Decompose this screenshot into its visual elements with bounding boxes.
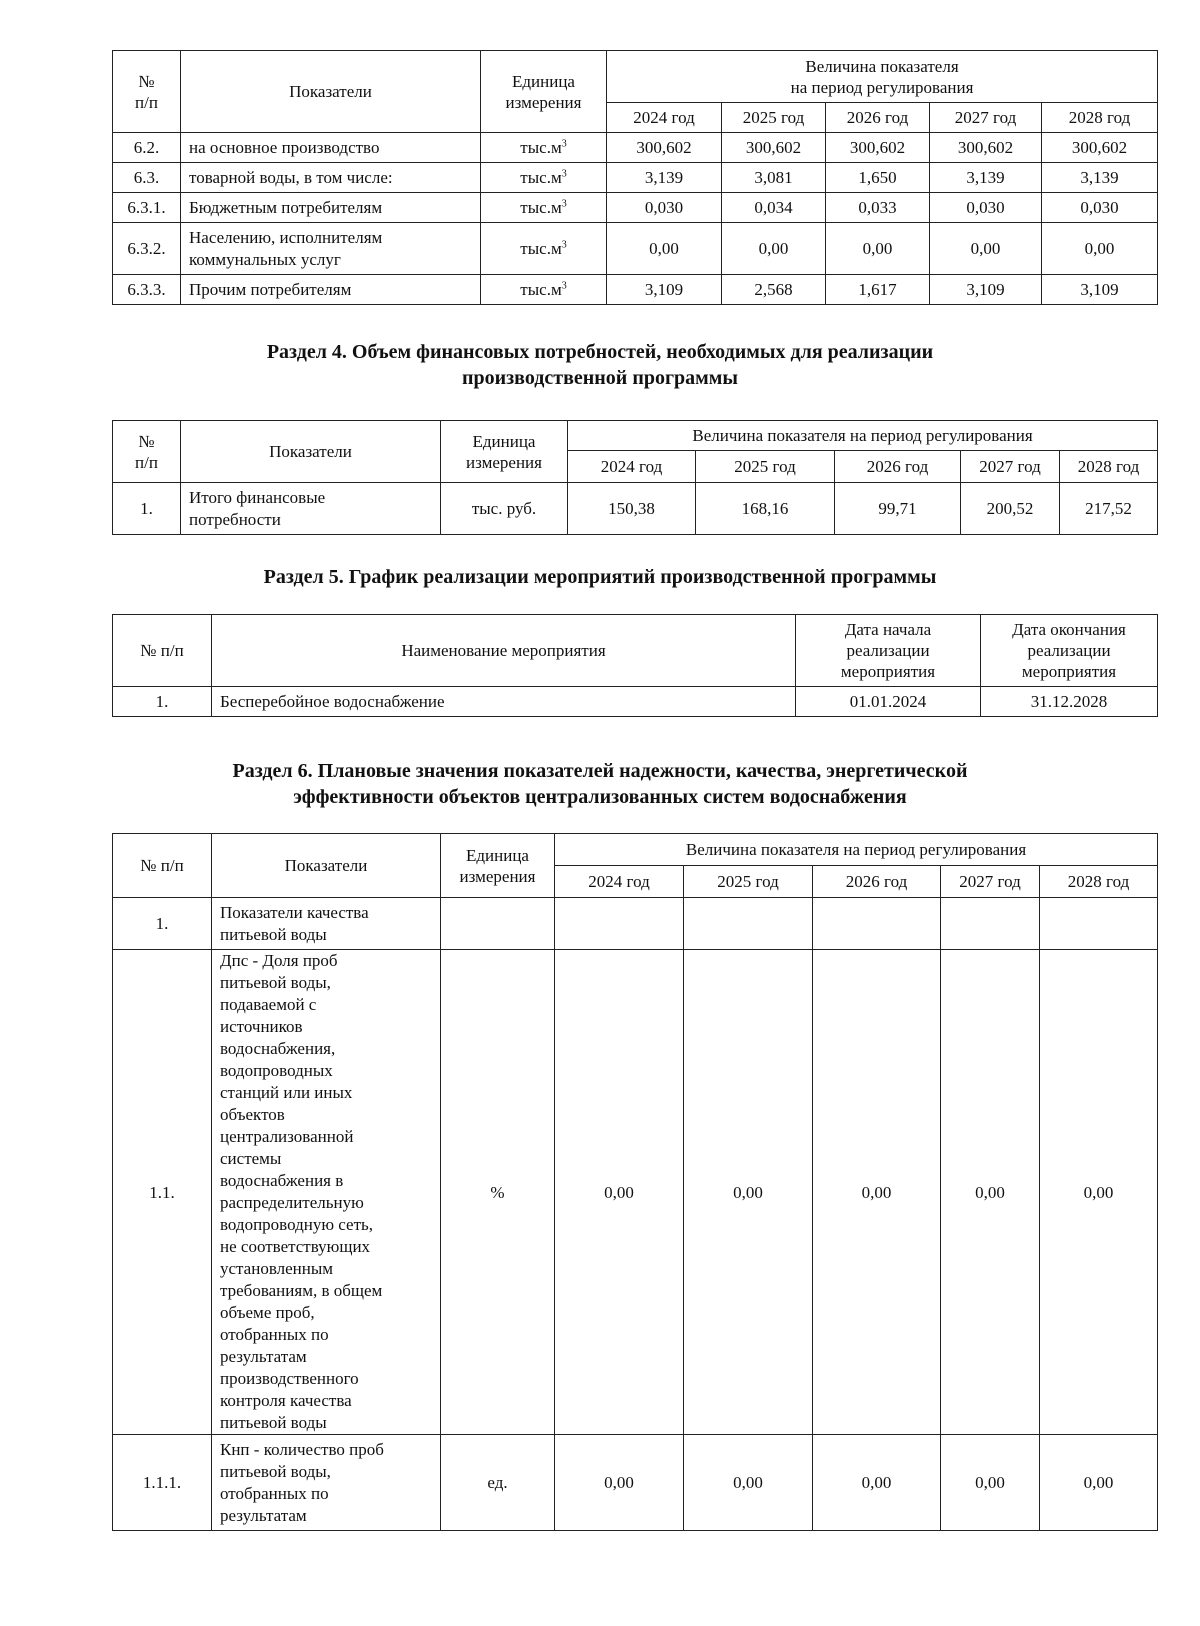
value-cell: 0,034 [722,193,826,223]
value-cell: 217,52 [1060,483,1158,535]
indicator-name: Прочим потребителям [181,275,481,305]
table-row [113,483,1158,535]
unit-cell [441,898,555,950]
unit-cell [441,950,555,1435]
unit-cell [481,275,607,305]
table-water-volumes [112,50,1158,305]
year-header: 2025 год [722,103,826,133]
year-header: 2028 год [1060,451,1158,483]
value-cell: 0,00 [684,1435,813,1531]
table-financial-needs [112,420,1158,535]
unit: тыс.м [520,280,562,299]
unit: тыс.м [520,198,562,217]
year-header: 2028 год [1042,103,1158,133]
value-cell: 3,109 [607,275,722,305]
row-number: 1. [113,687,212,717]
value-cell: 3,139 [607,163,722,193]
header-num: № п/п [113,615,212,687]
unit: тыс.м [520,168,562,187]
value-cell: 1,617 [826,275,930,305]
unit-cell [481,223,607,275]
unit-cell [481,163,607,193]
value-cell: 0,00 [941,1435,1040,1531]
value-cell: 0,00 [1042,223,1158,275]
unit-superscript: 3 [561,138,567,150]
header-num: № п/п [113,421,181,483]
indicator-name: товарной воды, в том числе: [181,163,481,193]
start-date: 01.01.2024 [796,687,981,717]
year-header: 2026 год [813,866,941,898]
indicator-name: Дпс - Доля проб питьевой воды, подаваемой с источников водоснабжения, водопроводных станций или иных объектов централизованной системы водоснабжения в распределительную водопроводную сеть, не соответствующих установленным требованиям, в общем объеме проб, отобранных по результатам производственного контроля качества питьевой воды [212,950,441,1435]
year-header: 2025 год [684,866,813,898]
year-header: 2024 год [555,866,684,898]
header-indicator: Показатели [181,421,441,483]
header-indicator: Показатели [212,834,441,898]
row-number: 1. [113,898,212,950]
header-num: № п/п [113,51,181,133]
value-cell: 0,030 [607,193,722,223]
unit-cell [481,193,607,223]
value-cell: 200,52 [961,483,1060,535]
table-row [113,163,1158,193]
header-indicator: Показатели [181,51,481,133]
section5-title: Раздел 5. График реализации мероприятий производственной программы [263,566,937,588]
value-cell: 0,00 [930,223,1042,275]
section4-title: Раздел 4. Объем финансовых потребностей, необходимых для реализации производственной программы [266,341,934,389]
table-row [113,193,1158,223]
value-cell: 0,00 [1040,950,1158,1435]
year-header: 2028 год [1040,866,1158,898]
value-cell: 0,00 [607,223,722,275]
end-date: 31.12.2028 [981,687,1158,717]
row-number: 6.3. [113,163,181,193]
row-number: 6.2. [113,133,181,163]
value-cell: 300,602 [930,133,1042,163]
value-cell: 300,602 [826,133,930,163]
indicator-name: на основное производство [181,133,481,163]
row-number: 1.1. [113,950,212,1435]
value-cell: 2,568 [722,275,826,305]
value-cell: 3,081 [722,163,826,193]
year-header: 2024 год [568,451,696,483]
header-unit: Единица измерения [441,421,568,483]
indicator-name: Бюджетным потребителям [181,193,481,223]
table-schedule [112,614,1158,717]
unit-superscript: 3 [561,239,567,251]
table-quality-indicators [112,833,1158,1531]
value-cell: 168,16 [696,483,835,535]
value-cell: 300,602 [607,133,722,163]
unit: тыс.м [520,138,562,157]
value-cell: 3,139 [1042,163,1158,193]
indicator-name: Кнп - количество проб питьевой воды, отобранных по результатам [212,1435,441,1531]
value-cell: 150,38 [568,483,696,535]
value-cell [941,898,1040,950]
header-unit: Единица измерения [481,51,607,133]
unit-superscript: 3 [561,280,567,292]
unit-cell [481,133,607,163]
value-cell: 300,602 [722,133,826,163]
header-value: Величина показателя на период регулирования [555,834,1158,866]
row-number: 6.3.3. [113,275,181,305]
table-row [113,275,1158,305]
table-row [113,898,1158,950]
value-cell: 0,033 [826,193,930,223]
value-cell [555,898,684,950]
year-header: 2027 год [930,103,1042,133]
value-cell: 0,00 [555,1435,684,1531]
value-cell: 0,00 [722,223,826,275]
unit-cell [441,1435,555,1531]
header-start-date: Дата начала реализации мероприятия [796,615,981,687]
header-activity: Наименование мероприятия [212,615,796,687]
row-number: 6.3.2. [113,223,181,275]
table-row [113,950,1158,1435]
unit: ед. [487,1473,508,1492]
value-cell: 0,00 [555,950,684,1435]
year-header: 2025 год [696,451,835,483]
value-cell: 0,00 [1040,1435,1158,1531]
year-header: 2027 год [941,866,1040,898]
value-cell [1040,898,1158,950]
value-cell: 3,109 [1042,275,1158,305]
value-cell: 3,139 [930,163,1042,193]
value-cell: 0,00 [813,1435,941,1531]
section6-title: Раздел 6. Плановые значения показателей надежности, качества, энергетической эффективности объектов централизованных систем водоснабжения [232,760,968,808]
table-row [113,1435,1158,1531]
row-number: 6.3.1. [113,193,181,223]
unit-superscript: 3 [561,168,567,180]
table-row [113,687,1158,717]
value-cell: 0,00 [813,950,941,1435]
year-header: 2026 год [826,103,930,133]
table-row [113,133,1158,163]
unit: % [490,1182,505,1202]
header-unit: Единица измерения [441,834,555,898]
row-number: 1. [113,483,181,535]
value-cell: 0,030 [1042,193,1158,223]
value-cell [684,898,813,950]
unit-cell [441,483,568,535]
year-header: 2024 год [607,103,722,133]
header-value: Величина показателя на период регулирования [568,421,1158,451]
value-cell: 0,00 [826,223,930,275]
unit: тыс.м [520,239,562,258]
table-row [113,223,1158,275]
activity-name: Бесперебойное водоснабжение [212,687,796,717]
year-header: 2027 год [961,451,1060,483]
value-cell: 0,00 [941,950,1040,1435]
value-cell [813,898,941,950]
indicator-name: Итого финансовые потребности [181,483,441,535]
value-cell: 99,71 [835,483,961,535]
unit-superscript: 3 [561,198,567,210]
year-header: 2026 год [835,451,961,483]
value-cell: 1,650 [826,163,930,193]
value-cell: 300,602 [1042,133,1158,163]
value-cell: 0,030 [930,193,1042,223]
unit: тыс. руб. [471,499,537,518]
indicator-name: Населению, исполнителям коммунальных услуг [181,223,481,275]
row-number: 1.1.1. [113,1435,212,1531]
header-end-date: Дата окончания реализации мероприятия [981,615,1158,687]
value-cell: 0,00 [684,950,813,1435]
header-value: Величина показателя на период регулирования [607,51,1158,103]
value-cell: 3,109 [930,275,1042,305]
indicator-name: Показатели качества питьевой воды [212,898,441,950]
header-num: № п/п [113,834,212,898]
